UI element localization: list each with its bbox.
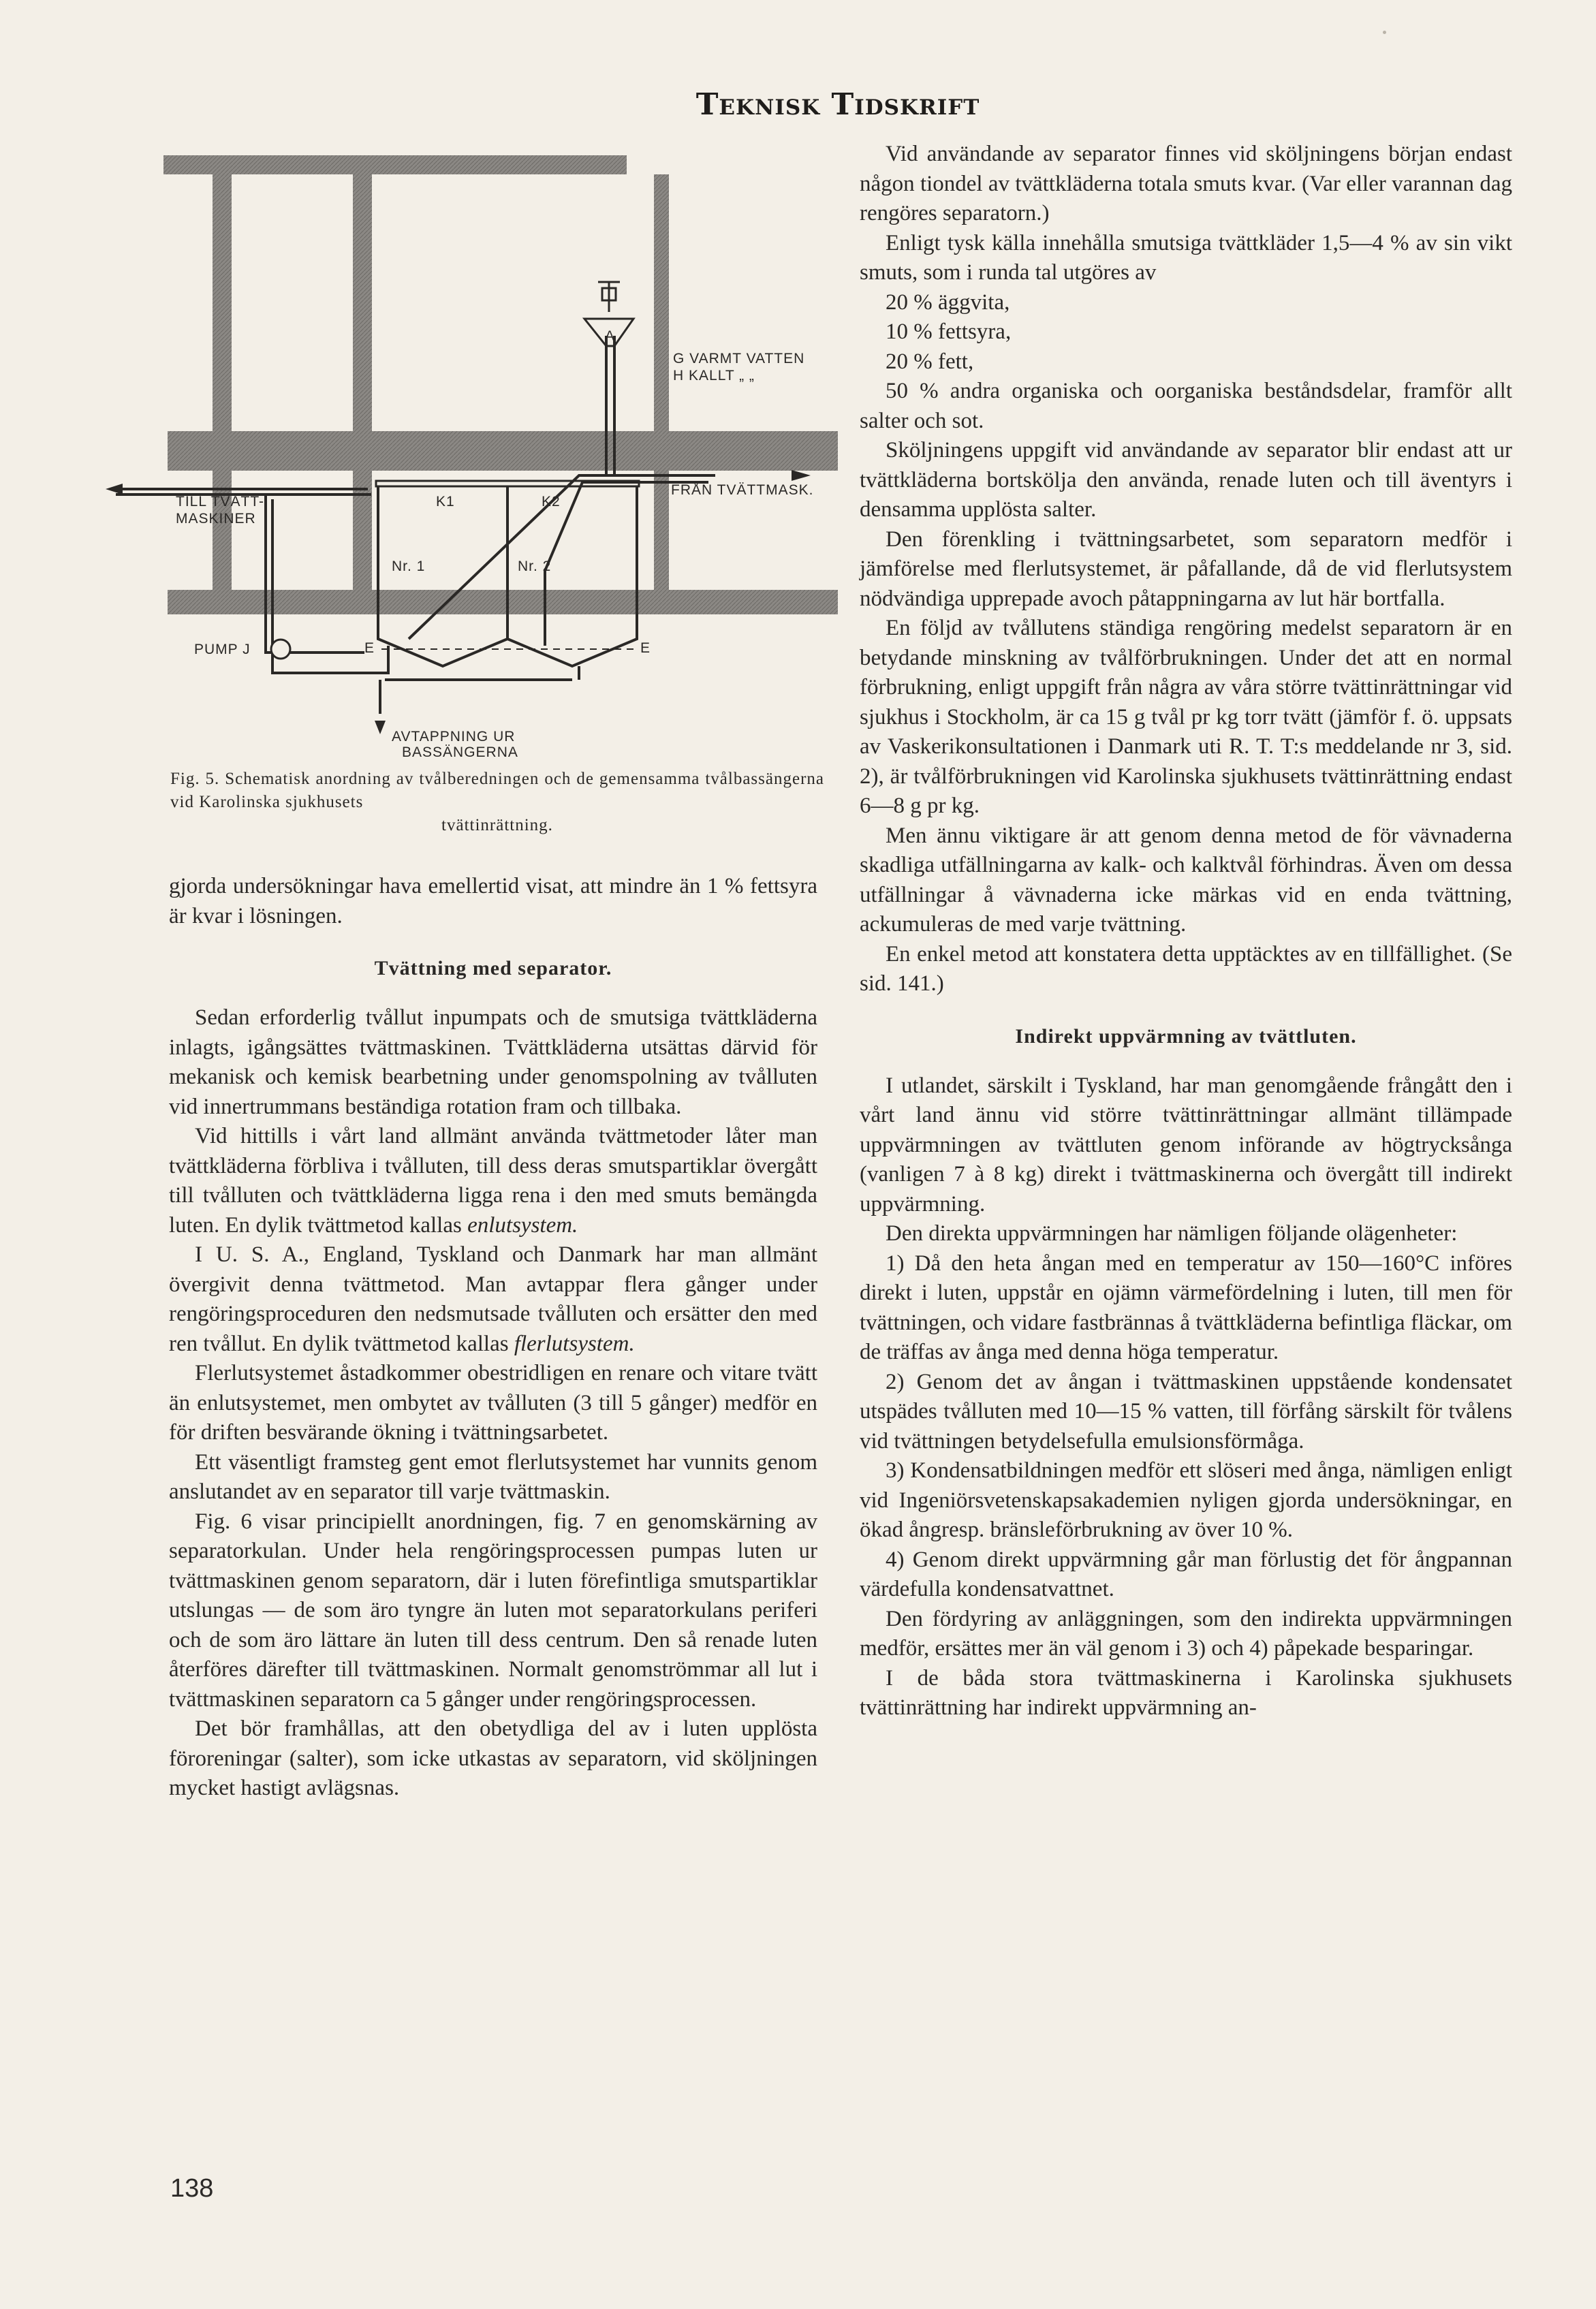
paragraph: Fig. 6 visar principiellt anordningen, fig. 7 en genomskärning av separatorkulan. Under hela rengöringsprocessen pumpas luten ur tvättmaskinen genom separatorn, där i luten förefintliga smutspartiklar utslungas — de som äro tyngre än luten mot separatorkulans periferi och de som äro lättare än luten till dess centrum. Den så renade luten återföres därefter till tvättmaskinen. Normalt genomströmmar all lut i tvättmaskinen separatorn ca 5 gånger under rengöringsprocessen. [169, 1509, 817, 1712]
arrow-left-icon [106, 484, 123, 494]
arrow-right-icon [792, 470, 811, 481]
section-heading: Indirekt uppvärmning av tvättluten. [1015, 1024, 1357, 1048]
paragraph: I de båda stora tvättmaskinerna i Karolinska sjukhusets tvättinrättning har indirekt uppvärmning an- [860, 1665, 1512, 1720]
paragraph: Den fördyring av anläggningen, som den indirekta uppvärmningen medför, ersättes mer än väl genom i 3) och 4) påpekade besparingar. [860, 1606, 1512, 1661]
label-to-machines-2: MASKINER [176, 511, 256, 527]
paragraph: Det bör framhållas, att den obetydliga del av i luten upplösta föroreningar (salter), som icke utkastas av separatorn, vid sköljningen mycket hastigt avlägsnas. [169, 1716, 817, 1800]
paragraph: Sedan erforderlig tvållut inpumpats och de smutsiga tvättkläderna inlagts, igångsättes tvättmaskinen. Tvättkläderna utsättas därvid för mekanisk och kemisk bearbetning under genomspolning av tvålluten vid innertrummans beständiga rotation fram och tillbaka. [169, 1005, 817, 1119]
journal-title: Teknisk Tidskrift [695, 87, 980, 122]
term-enlutsystem: enlutsystem. [467, 1212, 578, 1238]
paragraph: 4) Genom direkt uppvärmning går man förlustig det för ångpannan värdefulla kondensatvattnet. [860, 1547, 1512, 1601]
term-flerlutsystem: flerlutsystem. [514, 1331, 635, 1356]
paragraph: 2) Genom det av ångan i tvättmaskinen uppstående kondensatet utspädes tvålluten med 10—15 % vatten, till förfång särskilt för tvålens vid tvättningen betydelsefulla emulsionsförmåga. [860, 1369, 1512, 1454]
label-to-machines-1: TILL TVÄTT- [176, 494, 265, 509]
list-item: 50 % andra organiska och oorganiska beståndsdelar, framför allt salter och sot. [860, 379, 1512, 433]
paragraph: Flerlutsystemet åstadkommer obestridligen en renare och vitare tvätt än enlutsystemet, men ombytet av tvålluten (3 till 5 gånger) medför en för driften besvärande ökning i tvättningsarbetet. [169, 1361, 817, 1445]
left-column [169, 872, 817, 1804]
paragraph: I U. S. A., England, Tyskland och Danmark har man allmänt övergivit denna tvättmetod. Man avtappar flera gånger under rengöringsproceduren den nedsmutsade tvålluten och ersätter den med ren tvållut. En dylik tvättmetod kallas flerlutsystem. [169, 1242, 817, 1356]
arrow-down-icon [375, 721, 386, 734]
figure-5-diagram [102, 148, 838, 761]
speck-mark [1383, 31, 1386, 34]
pump-icon [271, 640, 290, 659]
paragraph: gjorda undersökningar hava emellertid visat, att mindre än 1 % fettsyra är kvar i lösningen. [169, 874, 817, 928]
paragraph: En enkel metod att konstatera detta upptäcktes av en tillfällighet. (Se sid. 141.) [860, 941, 1512, 996]
paragraph: Vid användande av separator finnes vid sköljningens början endast någon tiondel av tvättkläderna totala smuts kvar. (Var eller varannan dag rengöres separatorn.) [860, 142, 1512, 225]
paragraph: En följd av tvållutens ständiga rengöring medelst separatorn är en betydande minskning av tvålförbrukningen. Under det att en normal förbrukning, enligt uppgift från några av våra större tvättinrättningar vid sjukhus i Stockholm, är ca 15 g tvål pr kg torr tvätt (jämför f. ö. uppsats av Vaskerikonsultationen i Danmark uti R. T. T:s meddelande nr 3, sid. 2), är tvålförbrukningen vid Karolinska sjukhusets tvättinrättning endast 6—8 g pr kg. [860, 616, 1512, 818]
paragraph: Den direkta uppvärmningen har nämligen följande olägenheter: [886, 1221, 1458, 1246]
label-warm: G VARMT VATTEN [673, 351, 805, 366]
figure-caption [170, 768, 824, 837]
label-k1: K1 [436, 494, 455, 509]
schematic-svg [102, 148, 838, 761]
paragraph: Sköljningens uppgift vid användande av separator blir endast att ur tvättkläderna bortskölja den använda, renade luten och till äventyrs i densamma upplösta salter. [860, 438, 1512, 522]
paragraph: Den förenkling i tvättningsarbetet, som separatorn medför i jämförelse med flerlutsystemet, är påfallande, då de vid flerlutsystem nödvändiga upprepade avoch påtappningarna av lut här bortfalla. [860, 527, 1512, 611]
page-number: 138 [170, 2174, 214, 2203]
paragraph: 3) Kondensatbildningen medför ett slöseri med ånga, nämligen enligt vid Ingeniörsvetenskapsakademien nyligen gjorda undersökningar, en ökad ångresp. bränsleförbrukning av över 10 %. [860, 1458, 1512, 1542]
caption-text: Fig. 5. Schematisk anordning av tvålberedningen och de gemensamma tvålbassängerna vid Karolinska sjukhusets [170, 770, 824, 811]
paragraph: I utlandet, särskilt i Tyskland, har man genomgående frångått den i vårt land ännu vid större tvättinrättningar allmänt tillämpade uppvärmningen av tvättluten genom införande av högtrycksånga (vanligen 7 à 8 kg) direkt i tvättmaskinerna och övergått till indirekt uppvärmning. [860, 1073, 1512, 1216]
label-cold: H KALLT „ „ [673, 368, 755, 383]
label-drain-1: AVTAPPNING UR [392, 729, 516, 744]
right-column [860, 140, 1512, 1723]
paragraph: 1) Då den heta ångan med en temperatur av 150—160°C införes direkt i luten, uppstår en ojämn värmefördelning i luten, till men för tvättningen, och vidare fastbrännas å tvättkläderna befintliga fläckar, om de träffas av ånga med denna höga temperatur. [860, 1251, 1512, 1364]
paragraph: Vid hittills i vårt land allmänt använda tvättmetoder låter man tvättkläderna förbliva i tvålluten, till dess deras smutspartiklar övergått till tvålluten och tvättkläderna ligga rena i den med smuts bemängda luten. En dylik tvättmetod kallas enlutsystem. [169, 1124, 817, 1238]
label-from-machines: FRÅN TVÄTTMASK. [671, 482, 814, 498]
label-e-left: E [364, 640, 375, 656]
label-nr1: Nr. 1 [392, 559, 426, 574]
paragraph: Enligt tysk källa innehålla smutsiga tvättkläder 1,5—4 % av sin vikt smuts, som i runda tal utgöres av [860, 230, 1512, 285]
list-item: 20 % äggvita, [886, 289, 1010, 315]
tank-nr1 [378, 482, 507, 666]
list-item: 20 % fett, [886, 349, 974, 374]
label-nr2: Nr. 2 [518, 559, 552, 574]
label-k2: K2 [542, 494, 561, 509]
label-e-right: E [640, 640, 651, 656]
label-drain-2: BASSÄNGERNA [402, 744, 518, 760]
label-pump: PUMP J [194, 642, 251, 657]
label-a: A [605, 328, 616, 344]
paragraph: Ett väsentligt framsteg gent emot flerlutsystemet har vunnits genom anslutandet av en separator till varje tvättmaskin. [169, 1449, 817, 1504]
list-item: 10 % fettsyra, [886, 319, 1012, 344]
caption-last-line: tvättinrättning. [441, 816, 553, 834]
paragraph: Men ännu viktigare är att genom denna metod de för vävnaderna skadliga utfällningarna av kalk- och kalktvål förhindras. Även om dessa utfällningar å vävnaderna icke märkas vid en enda tvättning, ackumuleras de med varje tvättning. [860, 823, 1512, 937]
section-heading: Tvättning med separator. [374, 957, 612, 979]
